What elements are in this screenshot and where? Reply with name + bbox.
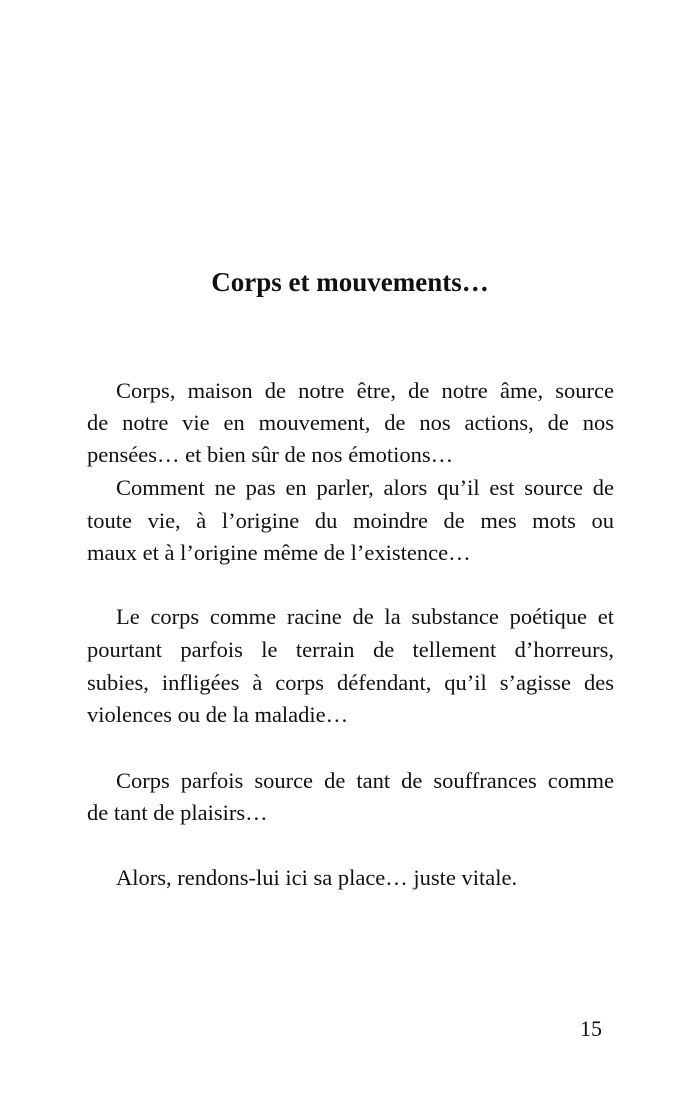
text-line: Le corps comme racine de la substance poétique et [116, 604, 614, 629]
text-line: Alors, rendons-lui ici sa place… juste vitale. [116, 865, 518, 890]
text-line: Corps parfois source de tant de souffrances comme [116, 768, 614, 793]
text-line: Corps, maison de notre être, de notre âme, source [116, 378, 614, 403]
text-line: de tant de plaisirs… [87, 800, 268, 825]
text-line: violences ou de la maladie… [87, 702, 349, 727]
text-line: toute vie, à l’origine du moindre de mes mots ou [87, 508, 614, 533]
text-line: pensées… et bien sûr de nos émotions… [87, 442, 454, 467]
text-line: subies, infligées à corps défendant, qu’il s’agisse des [87, 670, 614, 695]
text-line: maux et à l’origine même de l’existence… [87, 540, 471, 565]
chapter-title: Corps et mouvements… [211, 267, 489, 298]
text-line: de notre vie en mouvement, de nos actions, de nos [87, 410, 614, 435]
text-line: Comment ne pas en parler, alors qu’il est source de [116, 475, 614, 500]
text-line: pourtant parfois le terrain de tellement d’horreurs, [87, 637, 614, 662]
page-number: 15 [580, 1016, 602, 1041]
